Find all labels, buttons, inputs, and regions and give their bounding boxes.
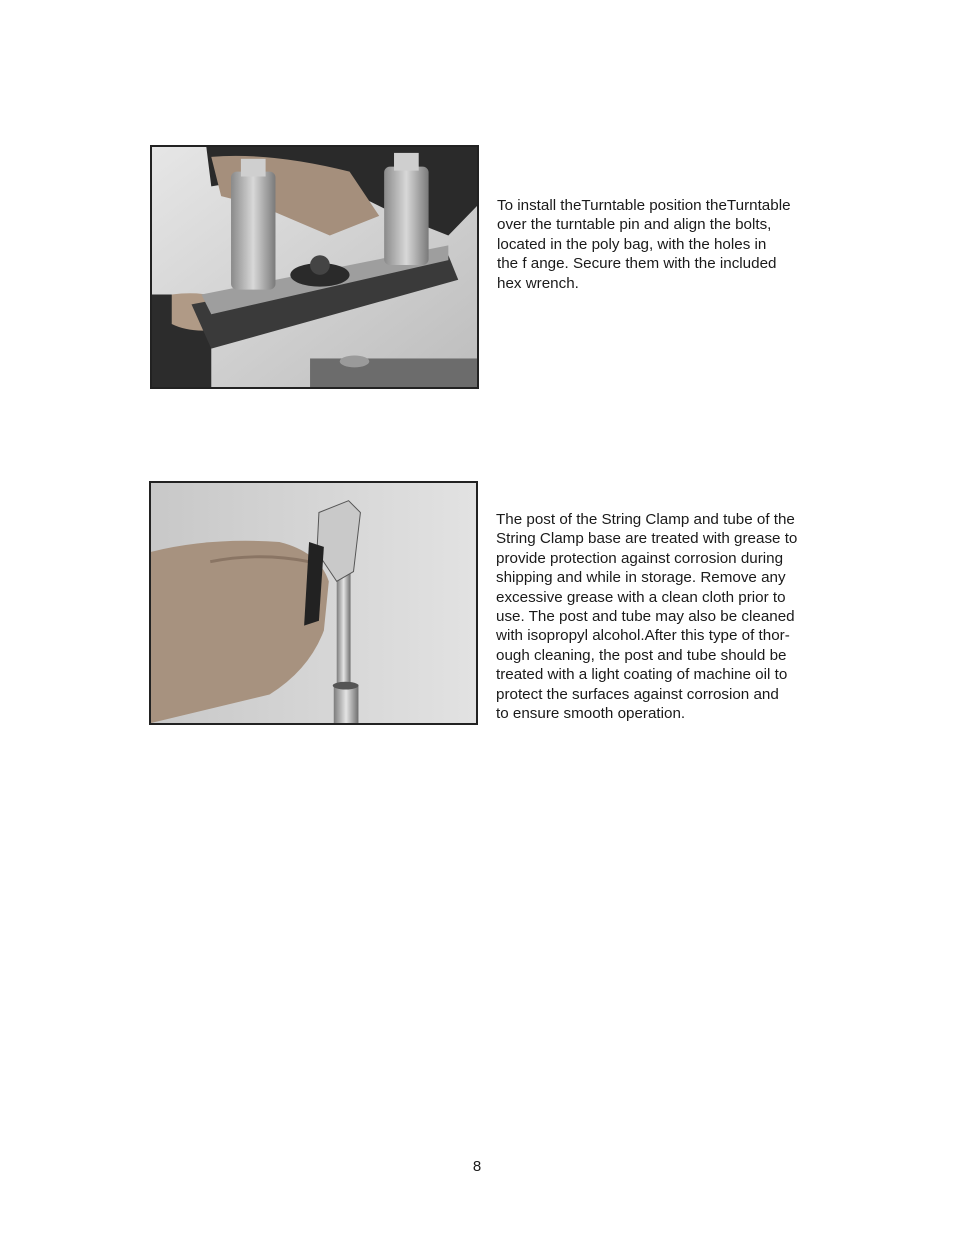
string-clamp-instructions: The post of the String Clamp and tube of the String Clamp base are treated with grease to provide protection against corrosion during shipping and while in storage. Remove any excessive grease with a clean cloth prior to use. The post and tube may also be cleaned with isopropyl alcohol.After this type of thor- ough cleaning, the post and tube should be treated with a light coating of machine oil to protect the surfaces against corrosion and to ensure smooth operation. — [496, 511, 798, 723]
page-number: 8 — [472, 1158, 482, 1175]
turntable-photo — [150, 145, 479, 389]
turntable-photo-icon — [152, 147, 477, 387]
turntable-instructions: To install theTurntable position theTurntable over the turntable pin and align the bolts, located in the poly bag, with the holes in the f ange. Secure them with the included hex wrench. — [497, 197, 791, 292]
string-clamp-photo-icon — [151, 483, 476, 723]
string-clamp-photo — [149, 481, 478, 725]
